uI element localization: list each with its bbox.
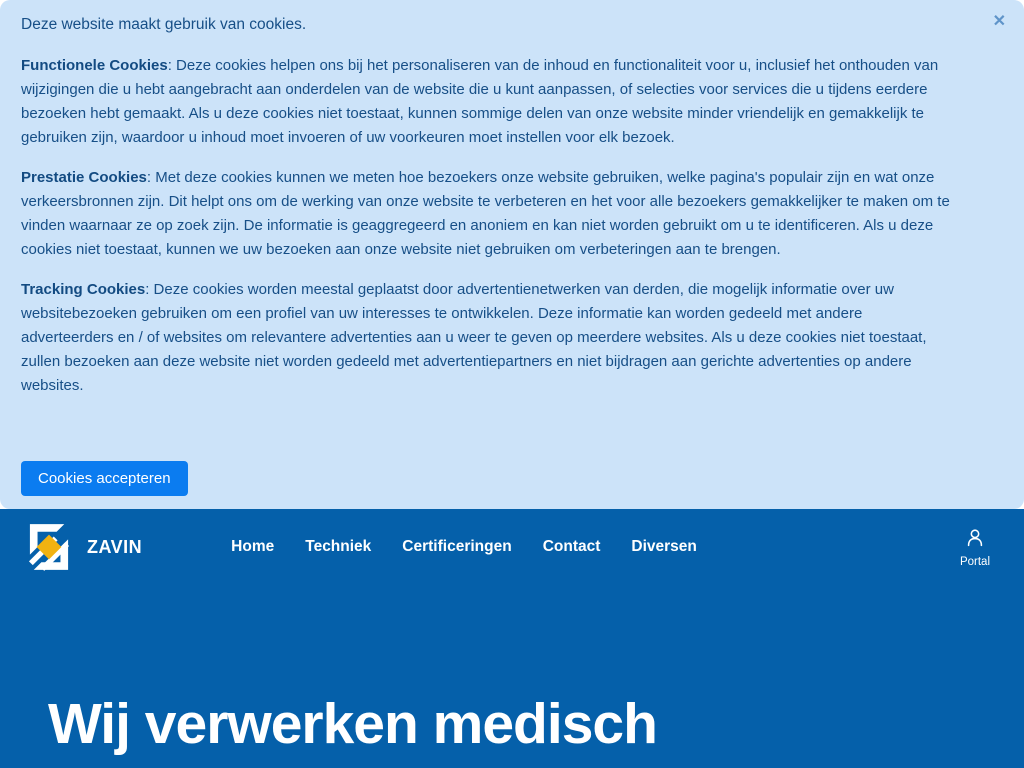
brand-logo[interactable] (28, 522, 142, 572)
cookie-section-functional (21, 54, 952, 150)
close-icon[interactable]: ✕ (992, 13, 1006, 30)
hero-title: Wij verwerken medisch (48, 692, 657, 756)
portal-link[interactable] (960, 527, 990, 568)
cookie-section-functional-body: : Deze cookies helpen ons bij het personaliseren van de inhoud en functionaliteit voor u, inclusief het onthouden van wijzigingen die u hebt aangebracht aan onderdelen van de website die u kunt aanpassen, of selecties voor services die u tijdens eerdere bezoeken hebt gemaakt. Als u deze cookies niet toestaat, kunnen sommige delen van onze website minder vriendelijk en gemakkelijk te gebruiken zijn, waardoor u inhoud moet invoeren of uw voorkeuren moet instellen voor elk bezoek. (21, 57, 939, 146)
page-blue-section (0, 509, 1024, 768)
brand-name: ZAVIN (87, 536, 143, 557)
portal-label: Portal (959, 555, 990, 568)
nav-item-certificeringen[interactable]: Certificeringen (402, 538, 512, 555)
cookie-section-performance-heading: Prestatie Cookies (21, 169, 147, 186)
site-header (0, 509, 1024, 585)
cookie-banner-title: Deze website maakt gebruik van cookies. (21, 16, 307, 33)
accept-cookies-button[interactable]: Cookies accepteren (21, 461, 188, 496)
nav-item-contact[interactable]: Contact (542, 538, 601, 555)
cookie-section-tracking-heading: Tracking Cookies (21, 281, 146, 298)
zavin-logo-icon (28, 522, 70, 572)
cookie-section-performance-body: : Met deze cookies kunnen we meten hoe bezoekers onze website gebruiken, welke pagina's populair zijn en wat onze verkeersbronnen zijn. Dit helpt ons om de werking van onze website te verbeteren en het voor alle bezoekers gemakkelijker te maken om te vinden waarnaar ze op zoek zijn. De informatie is geaggregeerd en anoniem en kan niet worden gebruikt om u te identificeren. Als u deze cookies niet toestaat, kunnen we uw bezoeken aan onze website niet gebruiken om verbeteringen aan te brengen. (21, 169, 950, 258)
nav-item-diversen[interactable]: Diversen (631, 538, 697, 555)
cookie-section-performance (21, 166, 952, 262)
cookie-section-tracking-body: : Deze cookies worden meestal geplaatst door advertentienetwerken van derden, die mogelijk informatie over uw websitebezoeken gebruiken om een profiel van uw interesses te ontwikkelen. Deze informatie kan worden gedeeld met andere adverteerders en / of websites om relevantere advertenties aan u weer te geven op meerdere websites. Als u deze cookies niet toestaat, zullen bezoeken aan deze website niet worden gedeeld met advertentiepartners en niet bijdragen aan gerichte advertenties op andere websites. (21, 281, 927, 394)
nav-item-home[interactable]: Home (231, 538, 275, 555)
nav-item-techniek[interactable]: Techniek (305, 538, 372, 555)
main-nav (231, 538, 697, 556)
cookie-section-functional-heading: Functionele Cookies (21, 57, 168, 74)
user-icon (964, 527, 986, 554)
cookie-section-tracking (21, 278, 952, 398)
